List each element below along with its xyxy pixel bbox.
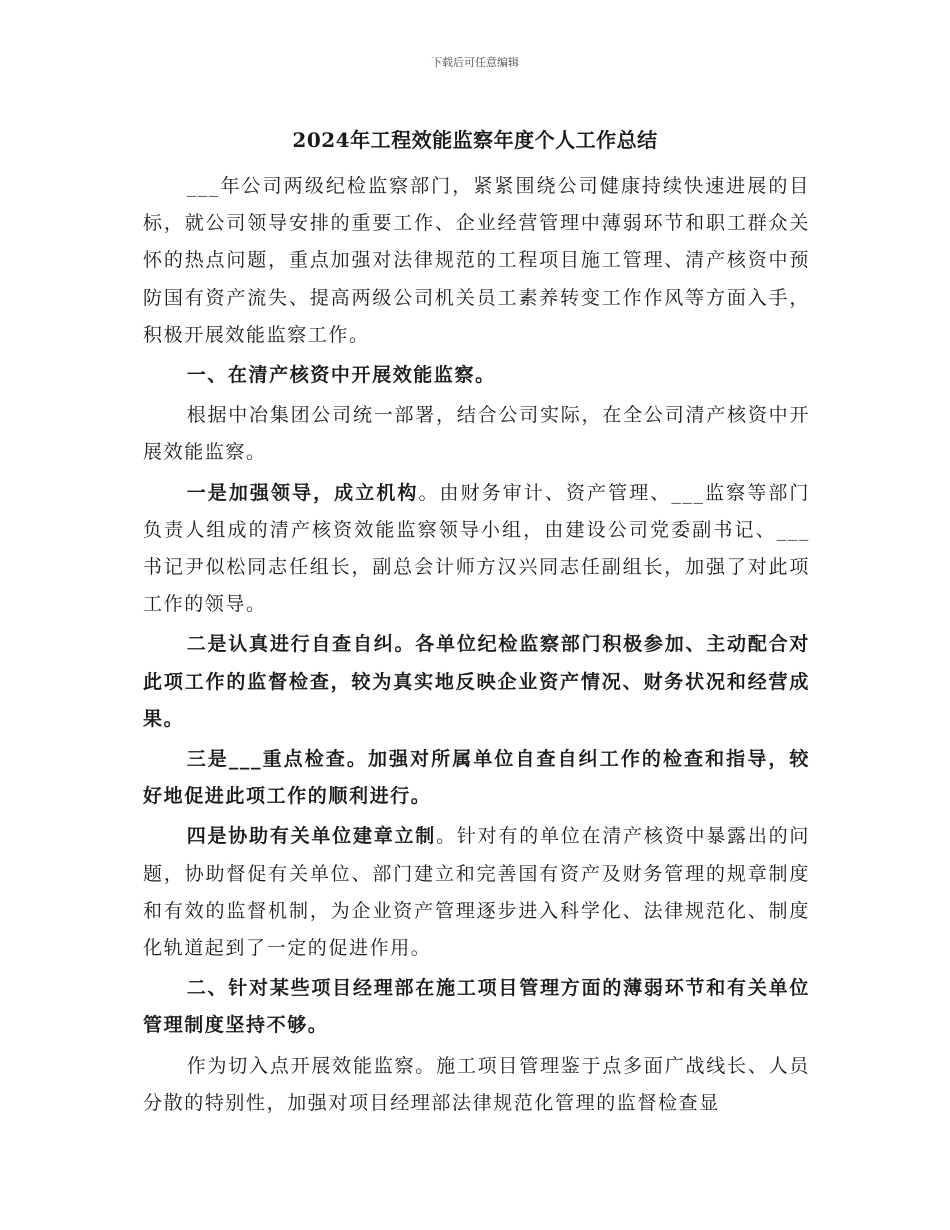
paragraph-2: 根据中冶集团公司统一部署，结合公司实际，在全公司清产核资中开展效能监察。 — [143, 404, 810, 464]
paragraph-7: 作为切入点开展效能监察。施工项目管理鉴于点多面广战线长、人员分散的特别性，加强对项目经理部法律规范化管理的监督检查显 — [143, 1054, 810, 1114]
paragraph-4: 二是认真进行自查自纠。各单位纪检监察部门积极参加、主动配合对此项工作的监督检查，较为真实地反映企业资产情况、财务状况和经营成果。 — [143, 633, 810, 730]
paragraph-6 — [143, 818, 810, 967]
paragraph-6-lead: 四是协助有关单位建章立制 — [186, 825, 437, 848]
paragraph-intro: ___年公司两级纪检监察部门，紧紧围绕公司健康持续快速进展的目标，就公司领导安排的重要工作、企业经营管理中薄弱环节和职工群众关怀的热点问题，重点加强对法律规范的工程项目施工管理、清产核资中预防国有资产流失、提高两级公司机关员工素养转变工作作风等方面入手，积极开展效能监察工作。 — [143, 175, 810, 346]
section-heading-1: 一、在清产核资中开展效能监察。 — [186, 364, 496, 387]
header-note: 下载后可任意编辑 — [431, 56, 519, 69]
paragraph-5: 三是___重点检查。加强对所属单位自查自纠工作的检查和指导，较好地促进此项工作的顺利进行。 — [143, 748, 810, 808]
section-heading-2: 二、针对某些项目经理部在施工项目管理方面的薄弱环节和有关单位管理制度坚持不够。 — [143, 977, 810, 1037]
document-title: 2024年工程效能监察年度个人工作总结 — [292, 128, 658, 152]
paragraph-3-rest: 。由财务审计、资产管理、___监察等部门负责人组成的清产核资效能监察领导小组，由建设公司党委副书记、___书记尹似松同志任组长，副总会计师方汉兴同志任副组长，加强了对此项工作的领导。 — [143, 481, 810, 616]
document-body — [143, 168, 810, 1122]
paragraph-3 — [143, 475, 810, 624]
paragraph-6-rest: 。针对有的单位在清产核资中暴露出的问题，协助督促有关单位、部门建立和完善国有资产及财务管理的规章制度和有效的监督机制，为企业资产管理逐步进入科学化、法律规范化、制度化轨道起到了一定的促进作用。 — [143, 825, 810, 960]
paragraph-3-lead: 一是加强领导，成立机构 — [186, 481, 419, 504]
